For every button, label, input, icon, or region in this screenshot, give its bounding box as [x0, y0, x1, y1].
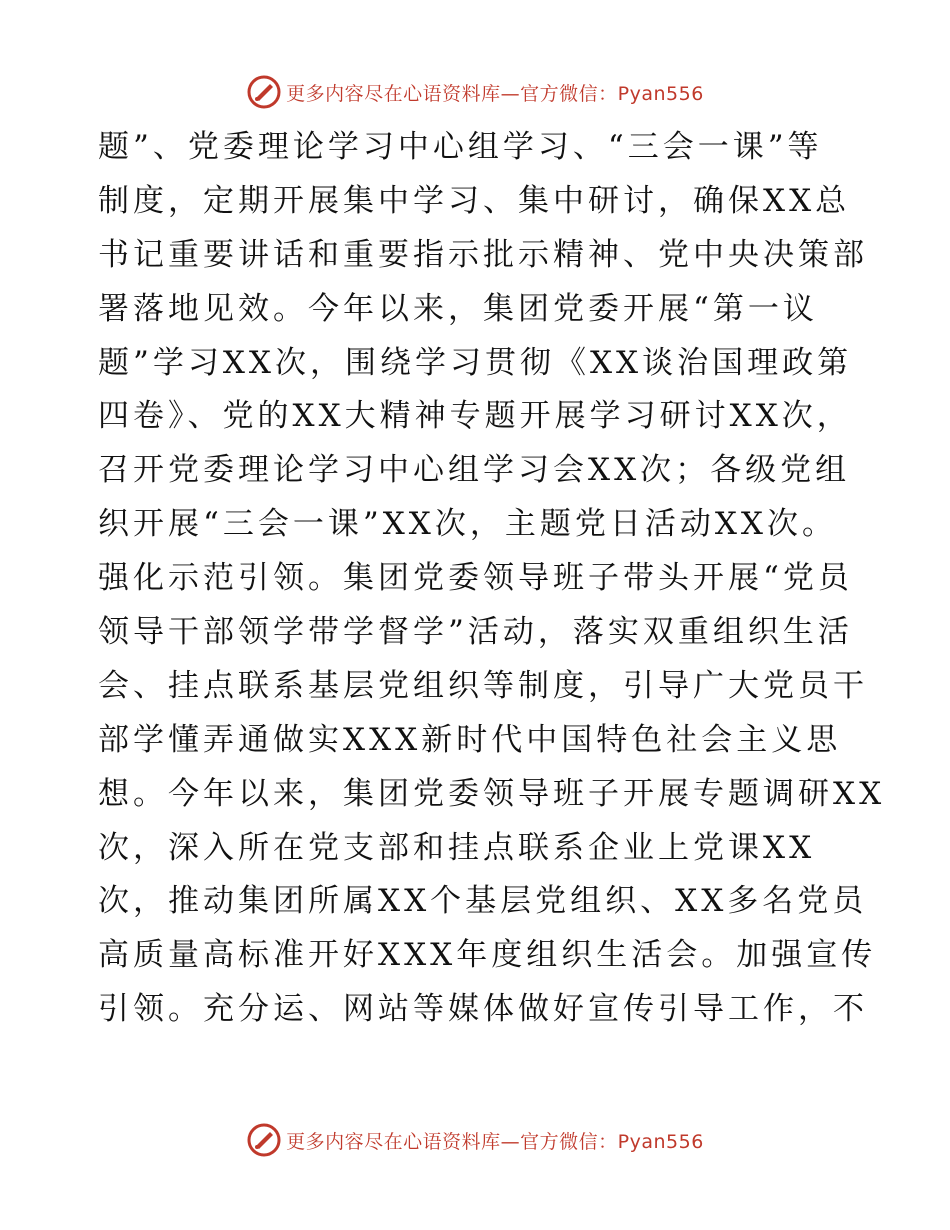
text-line: 制度，定期开展集中学习、集中研讨，确保XX总 — [98, 182, 851, 219]
text-line: 想。今年以来，集团党委领导班子开展专题调研XX — [98, 775, 886, 812]
text-line: 四卷》、党的XX大精神专题开展学习研讨XX次， — [98, 398, 852, 435]
text-line: 会、挂点联系基层党组织等制度，引导广大党员干 — [98, 667, 868, 704]
text-line: 部学懂弄通做实XXX新时代中国特色社会主义思 — [98, 721, 842, 758]
text-line: 题”学习XX次，围绕学习贯彻《XX谈治国理政第 — [98, 344, 853, 381]
logo-icon — [246, 1122, 282, 1158]
text-line: 署落地见效。今年以来，集团党委开展“第一议 — [98, 290, 818, 327]
header-watermark-banner — [0, 72, 950, 112]
logo-icon — [246, 74, 282, 110]
text-line: 领导干部领学带学督学”活动，落实双重组织生活 — [98, 614, 853, 651]
text-line: 次，深入所在党支部和挂点联系企业上党课XX — [98, 829, 816, 866]
footer-watermark-text: 更多内容尽在心语资料库—官方微信：Pyan556 — [286, 1130, 704, 1153]
text-line: 题”、党委理论学习中心组学习、“三会一课”等 — [98, 129, 823, 165]
text-line: 次，推动集团所属XX个基层党组织、XX多名党员 — [98, 883, 868, 920]
text-line: 织开展“三会一课”XX次，主题党日活动XX次。 — [98, 506, 837, 543]
text-line: 召开党委理论学习中心组学习会XX次；各级党组 — [98, 452, 851, 489]
text-line: 引领。充分运、网站等媒体做好宣传引导工作，不 — [98, 991, 868, 1028]
text-line: 强化示范引领。集团党委领导班子带头开展“党员 — [98, 560, 853, 597]
text-line: 高质量高标准开好XXX年度组织生活会。加强宣传 — [98, 937, 877, 974]
text-line: 书记重要讲话和重要指示批示精神、党中央决策部 — [98, 236, 868, 273]
header-watermark-text: 更多内容尽在心语资料库—官方微信：Pyan556 — [286, 82, 704, 105]
document-body — [98, 121, 886, 1037]
footer-watermark-banner — [0, 1120, 950, 1160]
